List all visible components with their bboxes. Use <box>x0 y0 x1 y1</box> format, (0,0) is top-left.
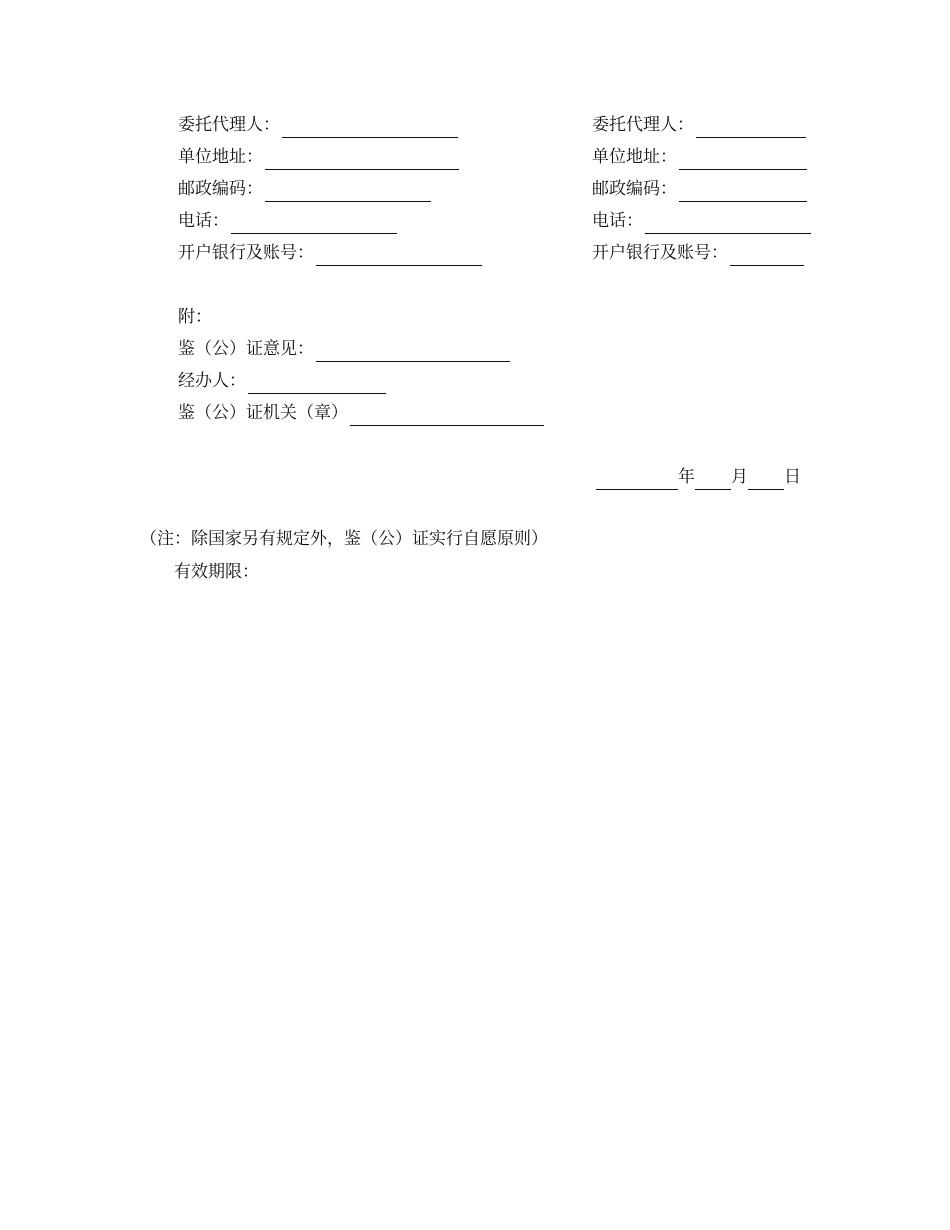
left-postcode-field[interactable] <box>265 181 431 202</box>
year-field[interactable] <box>596 469 678 490</box>
right-bank-field[interactable] <box>730 245 804 266</box>
left-phone-label: 电话： <box>178 211 229 231</box>
right-address-row <box>592 144 807 170</box>
handler-label: 经办人： <box>178 371 246 391</box>
opinion-field[interactable] <box>316 341 510 362</box>
opinion-label: 鉴（公）证意见： <box>178 339 314 359</box>
left-address-label: 单位地址： <box>178 147 263 167</box>
right-address-label: 单位地址： <box>592 147 677 167</box>
year-label: 年 <box>678 467 695 487</box>
handler-row <box>178 368 386 394</box>
left-agent-field[interactable] <box>282 117 458 138</box>
right-agent-label: 委托代理人： <box>592 115 694 135</box>
right-phone-field[interactable] <box>645 213 811 234</box>
right-bank-row <box>592 240 804 266</box>
handler-field[interactable] <box>248 373 386 394</box>
note <box>140 526 548 552</box>
left-bank-label: 开户银行及账号： <box>178 243 314 263</box>
month-label: 月 <box>731 467 748 487</box>
authority-seal-field[interactable] <box>350 405 544 426</box>
left-bank-row <box>178 240 482 266</box>
right-agent-field[interactable] <box>696 117 806 138</box>
validity-label: 有效期限： <box>174 562 259 582</box>
left-bank-field[interactable] <box>316 245 482 266</box>
left-agent-label: 委托代理人： <box>178 115 280 135</box>
right-address-field[interactable] <box>679 149 807 170</box>
right-postcode-field[interactable] <box>679 181 807 202</box>
opinion-row <box>178 336 510 362</box>
day-label: 日 <box>784 467 801 487</box>
day-field[interactable] <box>748 469 784 490</box>
left-postcode-row <box>178 176 431 202</box>
note-text: （注：除国家另有规定外，鉴（公）证实行自愿原则） <box>140 529 548 549</box>
right-postcode-row <box>592 176 807 202</box>
left-phone-row <box>178 208 397 234</box>
authority-label: 鉴（公）证机关（章） <box>178 403 348 423</box>
right-phone-row <box>592 208 811 234</box>
left-postcode-label: 邮政编码： <box>178 179 263 199</box>
attachment-heading-label: 附： <box>178 307 212 327</box>
left-address-field[interactable] <box>265 149 459 170</box>
right-postcode-label: 邮政编码： <box>592 179 677 199</box>
authority-row <box>178 400 544 426</box>
attachment-heading <box>178 304 212 330</box>
month-field[interactable] <box>695 469 731 490</box>
validity-row <box>174 559 259 585</box>
right-phone-label: 电话： <box>592 211 643 231</box>
left-phone-field[interactable] <box>231 213 397 234</box>
right-bank-label: 开户银行及账号： <box>592 243 728 263</box>
date-row <box>596 464 801 490</box>
left-agent-row <box>178 112 458 138</box>
left-address-row <box>178 144 459 170</box>
right-agent-row <box>592 112 806 138</box>
